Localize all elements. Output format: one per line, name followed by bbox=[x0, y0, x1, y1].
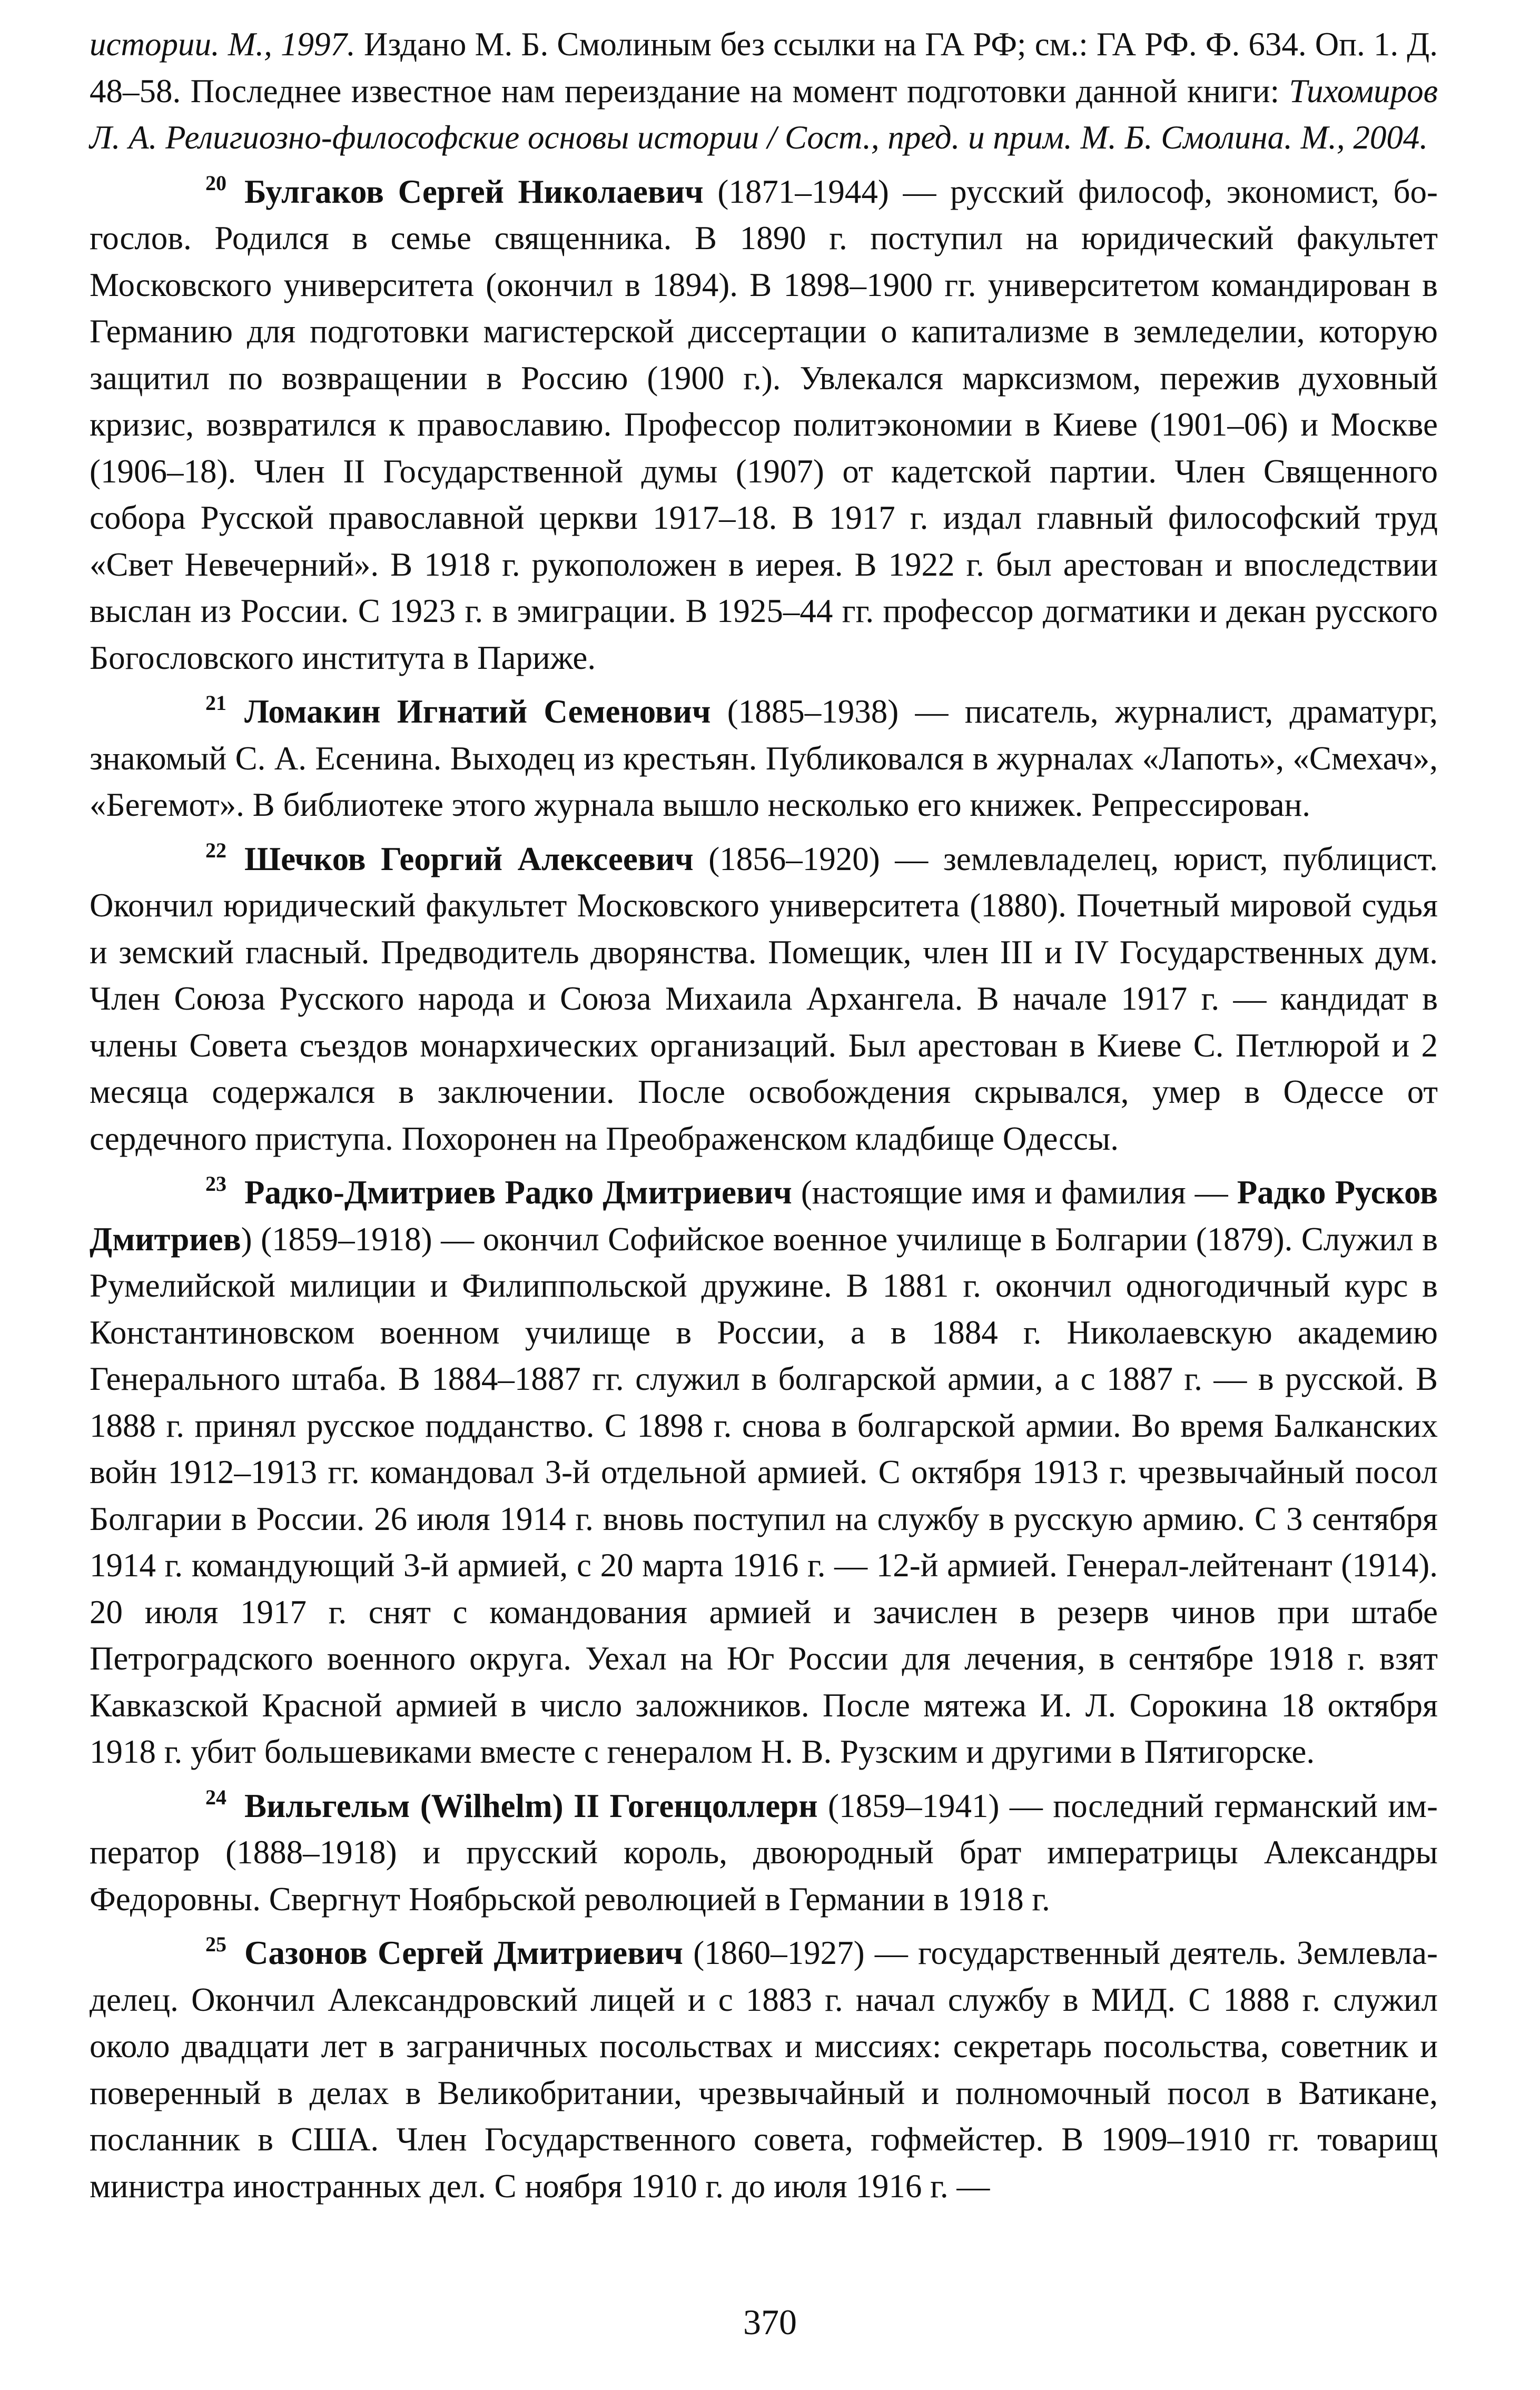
footnote-person-name: Шечков Георгий Алексеевич bbox=[244, 840, 694, 877]
footnote-20 bbox=[90, 169, 1438, 682]
footnote-number: 24 bbox=[205, 1785, 226, 1809]
footnote-number: 23 bbox=[205, 1172, 226, 1196]
footnote-text: ) (1859–1918) — окончил Софийское военное училище в Болгарии (1879). Служил в Румелийской милиции и Филиппольской дружине. В 1881 г. окончил одногодичный курс в Константиновском военном училище в России, а в 1884 г. Николаевскую академию Генерального штаба. В 1884–1887 гг. служил в болгарской армии, а с 1887 г. — в русской. В 1888 г. принял русское подданство. С 1898 г. снова в болгарской армии. Во время Балканских войн 1912–1913 гг. командовал 3-й отдельной армией. С октября 1913 г. чрезвычайный посол Болгарии в России. 26 июля 1914 г. вновь поступил на службу в русскую армию. С 3 сентября 1914 г. командующий 3-й армией, с 20 марта 1916 г. — 12-й армией. Генерал-лейтенант (1914). 20 июля 1917 г. снят с командования армией и зачислен в резерв чинов при штабе Петроградского военного округа. Уехал на Юг России для лечения, в сентябре 1918 г. взят Кавказской Красной армией в число заложников. После мятежа И. Л. Сорокина 18 октября 1918 г. убит большевиками вместе с генералом Н. В. Рузским и другими в Пятигорске. bbox=[90, 1220, 1438, 1770]
footnote-text: (1856–1920) — землевладелец, юрист, публицист. Окончил юридический факультет Московского университета (1880). Почетный мировой судья и земский гласный. Предводитель дворянства. Помещик, член III и IV Государственных дум. Член Союза Русского народа и Союза Михаила Архангела. В начале 1917 г. — кандидат в члены Совета съездов монархических организаций. Был арестован в Киеве С. Петлюрой и 2 месяца содержался в заключении. После освобождения скрывался, умер в Одессе от сердечного приступа. Похоронен на Преображенском кладбище Одессы. bbox=[90, 840, 1438, 1157]
footnote-person-name: Ломакин Игнатий Семенович bbox=[244, 693, 711, 730]
footnote-21 bbox=[90, 688, 1438, 828]
page-number: 370 bbox=[743, 2302, 797, 2342]
footnote-text-prefix: (настоящие имя и фамилия — bbox=[792, 1174, 1237, 1211]
footnote-22 bbox=[90, 836, 1438, 1162]
footnote-text: (1860–1927) — государственный деятель. Землевладелец. Окончил Александровский лицей и с 1883 г. начал службу в МИД. С 1888 г. служил около двадцати лет в заграничных посольствах и миссиях: секретарь посольства, советник и поверенный в делах в Великобритании, чрезвычайный и полномочный посол в Ватикане, посланник в США. Член Государственного совета, гофмейстер. В 1909–1910 гг. товарищ министра иностранных дел. С ноября 1910 г. до июля 1916 г. — bbox=[90, 1934, 1438, 2205]
footnote-number: 20 bbox=[205, 171, 226, 195]
footnote-person-name: Радко-Дмитриев Радко Дмитриевич bbox=[244, 1174, 792, 1211]
footnote-person-name: Сазонов Сергей Дмитриевич bbox=[244, 1934, 683, 1971]
footnote-number: 21 bbox=[205, 691, 226, 715]
footnote-person-name: Булгаков Сергей Николаевич bbox=[244, 173, 704, 210]
footnote-23 bbox=[90, 1169, 1438, 1775]
footnote-number: 25 bbox=[205, 1932, 226, 1956]
footnote-text: (1885–1938) — писатель, журналист, драматург, знакомый С. А. Есенина. Выходец из крестьян. Публиковался в журналах «Лапоть», «Смехач», «Бегемот». В библиотеке этого журнала вышло несколько его книжек. Репрессирован. bbox=[90, 693, 1438, 823]
footnote-24 bbox=[90, 1783, 1438, 1923]
continued-note-text bbox=[90, 21, 1438, 161]
footnote-person-name: Вильгельм (Wilhelm) II Гогенцоллерн bbox=[244, 1787, 818, 1824]
citation-italic-2: Тихомиров Л. А. Религиозно-философские основы истории / Сост., пред. и прим. М. Б. Смолина. М., 2004. bbox=[90, 72, 1438, 156]
footnote-25 bbox=[90, 1930, 1438, 2209]
footnote-text: (1871–1944) — русский философ, экономист, богослов. Родился в семье священника. В 1890 г. поступил на юридический факультет Московского университета (окончил в 1894). В 1898–1900 гг. университетом командирован в Германию для подготовки магистерской диссертации о капитализме в земледелии, которую защитил по возвращении в Россию (1900 г.). Увлекался марксизмом, пережив духовный кризис, возвратился к православию. Профессор политэкономии в Киеве (1901–06) и Москве (1906–18). Член II Государственной думы (1907) от кадетской партии. Член Священного собора Русской православной церкви 1917–18. В 1917 г. издал главный философский труд «Свет Невечерний». В 1918 г. рукоположен в иерея. В 1922 г. был арестован и впоследствии выслан из России. С 1923 г. в эмиграции. В 1925–44 гг. профессор догматики и декан русского Богословского института в Париже. bbox=[90, 173, 1438, 676]
document-page bbox=[90, 21, 1438, 2349]
footnote-number: 22 bbox=[205, 838, 226, 862]
footnote-text: (1859–1941) — последний германский император (1888–1918) и прусский король, двоюродный брат императрицы Александры Федоровны. Свергнут Ноябрьской революцией в Германии в 1918 г. bbox=[90, 1787, 1438, 1918]
citation-text-1: Издано М. Б. Смолиным без ссылки на ГА РФ; см.: ГА РФ. Ф. 634. Оп. 1. Д. 48–58. Последнее известное нам переиздание на момент подготовки данной книги: bbox=[90, 26, 1438, 110]
footnote-person-real-name: Радко Русков Дмитриев bbox=[90, 1174, 1438, 1258]
citation-italic-1: истории. М., 1997. bbox=[90, 26, 356, 63]
